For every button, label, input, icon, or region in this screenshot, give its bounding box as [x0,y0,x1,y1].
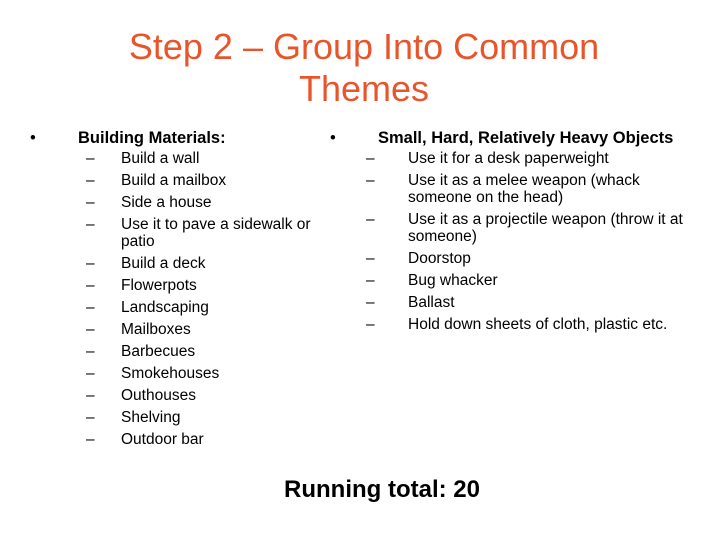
left-heading [30,128,330,148]
dash-glyph: – [86,299,95,316]
list-item-text: Ballast [408,294,455,311]
list-item [30,365,330,382]
dash-glyph: – [86,387,95,404]
list-item-text: Outdoor bar [121,431,204,448]
list-item [30,172,330,189]
running-total: Running total: 20 [284,476,480,503]
dash-glyph: – [366,272,375,289]
list-item-text: Build a mailbox [121,172,227,189]
list-item [330,250,695,267]
list-item [330,211,695,245]
list-item-text: Shelving [121,409,181,426]
list-item [330,172,695,206]
right-column [330,128,695,338]
list-item [30,387,330,404]
dash-glyph: – [366,250,375,267]
dash-glyph: – [366,150,375,167]
dash-glyph: – [366,211,375,228]
dash-glyph: – [86,343,95,360]
right-item-list [330,150,695,333]
dash-glyph: – [86,194,95,211]
list-item [30,194,330,211]
left-column [30,128,330,453]
dash-glyph: – [86,409,95,426]
list-item-text: Doorstop [408,250,471,267]
list-item [30,409,330,426]
list-item-text: Hold down sheets of cloth, plastic etc. [408,316,668,333]
left-heading-text: Building Materials: [78,129,226,147]
list-item-text: Barbecues [121,343,196,360]
dash-glyph: – [366,316,375,333]
list-item-text: Flowerpots [121,277,197,294]
list-item [30,255,330,272]
list-item [330,150,695,167]
dash-glyph: – [86,255,95,272]
list-item [330,272,695,289]
left-item-list [30,150,330,448]
list-item-text: Bug whacker [408,272,498,289]
list-item [30,321,330,338]
bullet-glyph: • [30,129,36,147]
list-item [30,299,330,316]
list-item-text: Build a deck [121,255,206,272]
list-item [30,343,330,360]
dash-glyph: – [86,150,95,167]
list-item-text: Use it as a projectile weapon (throw it at someone) [408,211,683,245]
list-item [30,216,330,250]
list-item-text: Smokehouses [121,365,220,382]
dash-glyph: – [86,365,95,382]
slide-title: Step 2 – Group Into Common Themes [128,26,600,109]
list-item-text: Landscaping [121,299,209,316]
dash-glyph: – [86,321,95,338]
list-item-text: Outhouses [121,387,196,404]
dash-glyph: – [86,277,95,294]
list-item-text: Use it for a desk paperweight [408,150,609,167]
list-item-text: Use it as a melee weapon (whack someone on the head) [408,172,640,206]
dash-glyph: – [366,172,375,189]
list-item [30,150,330,167]
list-item [330,316,695,333]
list-item-text: Use it to pave a sidewalk or patio [121,216,311,250]
dash-glyph: – [86,216,95,233]
dash-glyph: – [86,431,95,448]
dash-glyph: – [366,294,375,311]
list-item-text: Side a house [121,194,212,211]
right-heading-text: Small, Hard, Relatively Heavy Objects [378,129,674,147]
list-item [30,431,330,448]
list-item [30,277,330,294]
bullet-glyph: • [330,129,336,147]
list-item-text: Mailboxes [121,321,191,338]
right-heading [330,128,695,148]
list-item-text: Build a wall [121,150,200,167]
dash-glyph: – [86,172,95,189]
list-item [330,294,695,311]
